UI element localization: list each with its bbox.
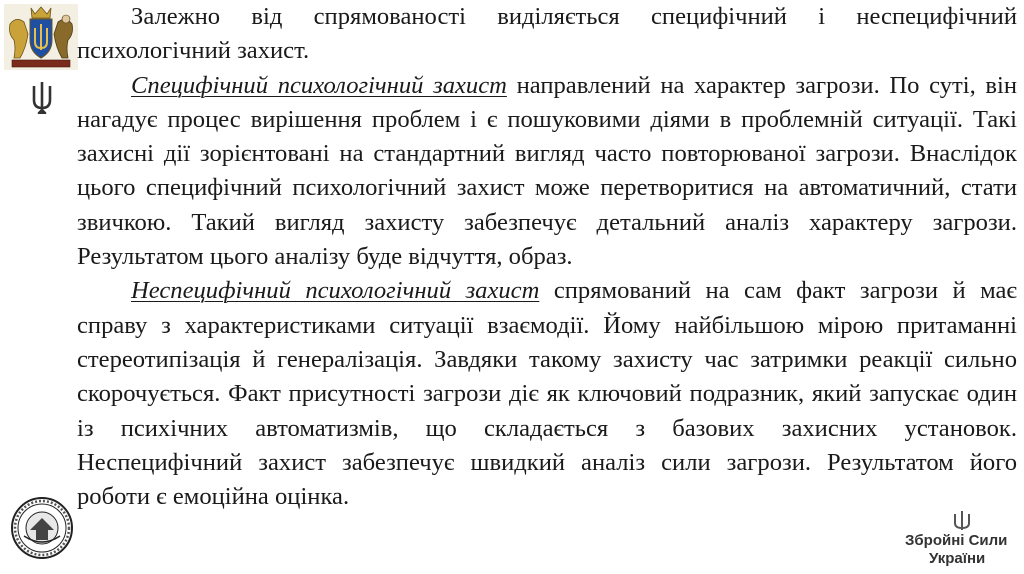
- term-nonspecific: Неспецифічний психологічний захист: [131, 277, 540, 305]
- armed-forces-brand: [905, 510, 1021, 570]
- slide-text: [77, 0, 1017, 514]
- department-seal-icon: [10, 496, 74, 560]
- paragraph-nonspecific: [77, 274, 1017, 514]
- paragraph-text: направлений на характер загрози. По суті, він нагадує процес вирішення проблем і є пошуковими діями в проблемній ситуації. Такі захисні дії зорієнтовані на стандартний вигляд часто повторюваної загрози. Внаслідок цього специфічний психологічний захист може перетворитися на автоматичний, стати звичкою. Такий вигляд захисту забезпечує детальний аналіз характеру загрози. Результатом цього аналізу буде відчуття, образ.: [77, 71, 1017, 271]
- term-specific: Специфічний психологічний захист: [131, 71, 507, 99]
- trident-icon: [30, 80, 54, 114]
- paragraph-text: Залежно від спрямованості виділяється специфічний і неспецифічний психологічний захист.: [77, 3, 1017, 65]
- paragraph-intro: [77, 0, 1017, 69]
- trident-icon: [951, 510, 973, 532]
- paragraph-specific: [77, 69, 1017, 275]
- brand-line-1: Збройні Сили: [905, 532, 1008, 549]
- brand-line-2: України: [929, 550, 986, 567]
- coat-of-arms-icon: [4, 4, 78, 70]
- paragraph-text: спрямований на сам факт загрози й має справу з характеристиками ситуації взаємодії. Йому найбільшою мірою притаманні стереотипізація й генералізація. Завдяки такому захисту час затримки реакції сильно скорочується. Факт присутності загрози діє як ключовий подразник, який запускає один із психічних автоматизмів, що складається з базових захисних установок. Неспецифічний захист забезпечує швидкий аналіз сили загрози. Результатом його роботи є емоційна оцінка.: [77, 277, 1017, 511]
